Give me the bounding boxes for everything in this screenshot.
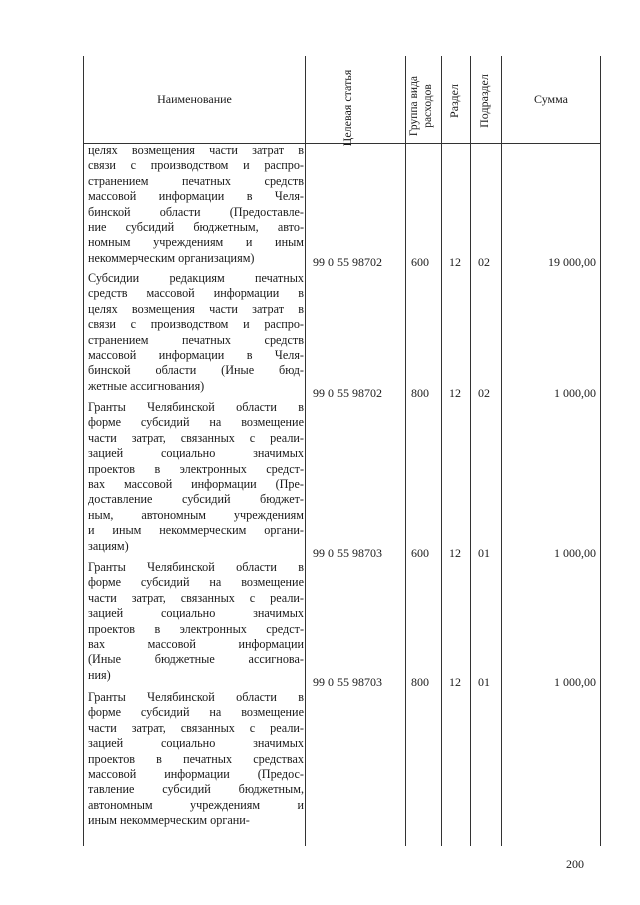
header-target [340, 68, 370, 148]
text-line: массовой информации в Челя- [88, 347, 304, 362]
text-line: связи с производством и распро- [88, 317, 304, 332]
row-4-name [88, 560, 304, 683]
column-divider [470, 56, 471, 846]
header-subsection: Подраздел [477, 74, 491, 128]
text-line: доставление субсидий бюджет- [88, 492, 304, 507]
column-divider [405, 56, 406, 846]
text-line: автономным учреждениям и [88, 797, 304, 812]
text-line: вах массовой информации (Пре- [88, 476, 304, 491]
header-name: Наименование [157, 92, 232, 106]
header-sum: Сумма [534, 92, 568, 106]
row-3-group: 600 [411, 546, 429, 560]
row-1-target: 99 0 55 98702 [313, 255, 382, 269]
text-line: Гранты Челябинской области в [88, 400, 304, 414]
row-3-section: 12 [449, 546, 461, 560]
column-divider [441, 56, 442, 846]
row-2-name [88, 271, 304, 394]
text-line: Гранты Челябинской области в [88, 690, 304, 704]
text-line: иным некоммерческим органи- [88, 813, 250, 828]
header-group-text: Группа вида расходов [408, 75, 434, 137]
text-line: проектов в электронных средст- [88, 461, 304, 476]
text-line: некоммерческим организациям) [88, 250, 255, 265]
text-line: ния) [88, 667, 111, 682]
text-line: вах массовой информации [88, 636, 304, 651]
table-border-right [600, 56, 601, 846]
row-2-section: 12 [449, 386, 461, 400]
text-line: ние субсидий бюджетным, авто- [88, 219, 304, 234]
row-1-section: 12 [449, 255, 461, 269]
text-line: странением печатных средств [88, 173, 304, 188]
row-4-group: 800 [411, 675, 429, 689]
text-line: средств массовой информации в [88, 286, 304, 301]
row-4-sum: 1 000,00 [554, 675, 596, 689]
text-line: проектов в электронных средст- [88, 621, 304, 636]
text-line: зацией социально значимых [88, 446, 304, 461]
row-4-section: 12 [449, 675, 461, 689]
row-3-name [88, 400, 304, 554]
text-line: проектов в печатных средствах [88, 751, 304, 766]
text-line: номным учреждениям и иным [88, 235, 304, 250]
text-line: жетные ассигнования) [88, 378, 205, 393]
row-4-subsection: 01 [478, 675, 490, 689]
text-line: (Иные бюджетные ассигнова- [88, 652, 304, 667]
row-1-subsection: 02 [478, 255, 490, 269]
row-3-sum: 1 000,00 [554, 546, 596, 560]
column-divider [305, 56, 306, 846]
text-line: странением печатных средств [88, 332, 304, 347]
row-3-target: 99 0 55 98703 [313, 546, 382, 560]
text-line: Субсидии редакциям печатных [88, 271, 304, 285]
table-border-left [83, 56, 84, 846]
text-line: и иным некоммерческим органи- [88, 523, 304, 538]
text-line: целях возмещения части затрат в [88, 301, 304, 316]
text-line: массовой информации (Предос- [88, 766, 304, 781]
text-line: массовой информации в Челя- [88, 189, 304, 204]
row-2-target: 99 0 55 98702 [313, 386, 382, 400]
row-3-subsection: 01 [478, 546, 490, 560]
text-line: бинской области (Предоставле- [88, 204, 304, 219]
text-line: Гранты Челябинской области в [88, 560, 304, 574]
row-4-target: 99 0 55 98703 [313, 675, 382, 689]
row-1-sum: 19 000,00 [548, 255, 596, 269]
row-2-group: 800 [411, 386, 429, 400]
text-line: ным, автономным учреждениям [88, 507, 304, 522]
text-line: части затрат, связанных с реали- [88, 720, 304, 735]
text-line: тавление субсидий бюджетным, [88, 782, 304, 797]
header-target-text: Целевая статья [340, 69, 354, 147]
text-line: связи с производством и распро- [88, 158, 304, 173]
text-line: зацией социально значимых [88, 606, 304, 621]
header-group [407, 68, 439, 144]
page-number: 200 [566, 857, 584, 871]
row-1-group: 600 [411, 255, 429, 269]
row-1-name [88, 143, 304, 266]
text-line: части затрат, связанных с реали- [88, 590, 304, 605]
column-divider [501, 56, 502, 846]
text-line: бинской области (Иные бюд- [88, 363, 304, 378]
row-2-sum: 1 000,00 [554, 386, 596, 400]
row-2-subsection: 02 [478, 386, 490, 400]
row-5-name [88, 690, 304, 829]
text-line: целях возмещения части затрат в [88, 143, 304, 157]
header-section: Раздел [447, 84, 461, 118]
text-line: зацией социально значимых [88, 736, 304, 751]
text-line: форме субсидий на возмещение [88, 705, 304, 720]
text-line: зациям) [88, 538, 129, 553]
text-line: форме субсидий на возмещение [88, 415, 304, 430]
text-line: форме субсидий на возмещение [88, 575, 304, 590]
text-line: части затрат, связанных с реали- [88, 430, 304, 445]
